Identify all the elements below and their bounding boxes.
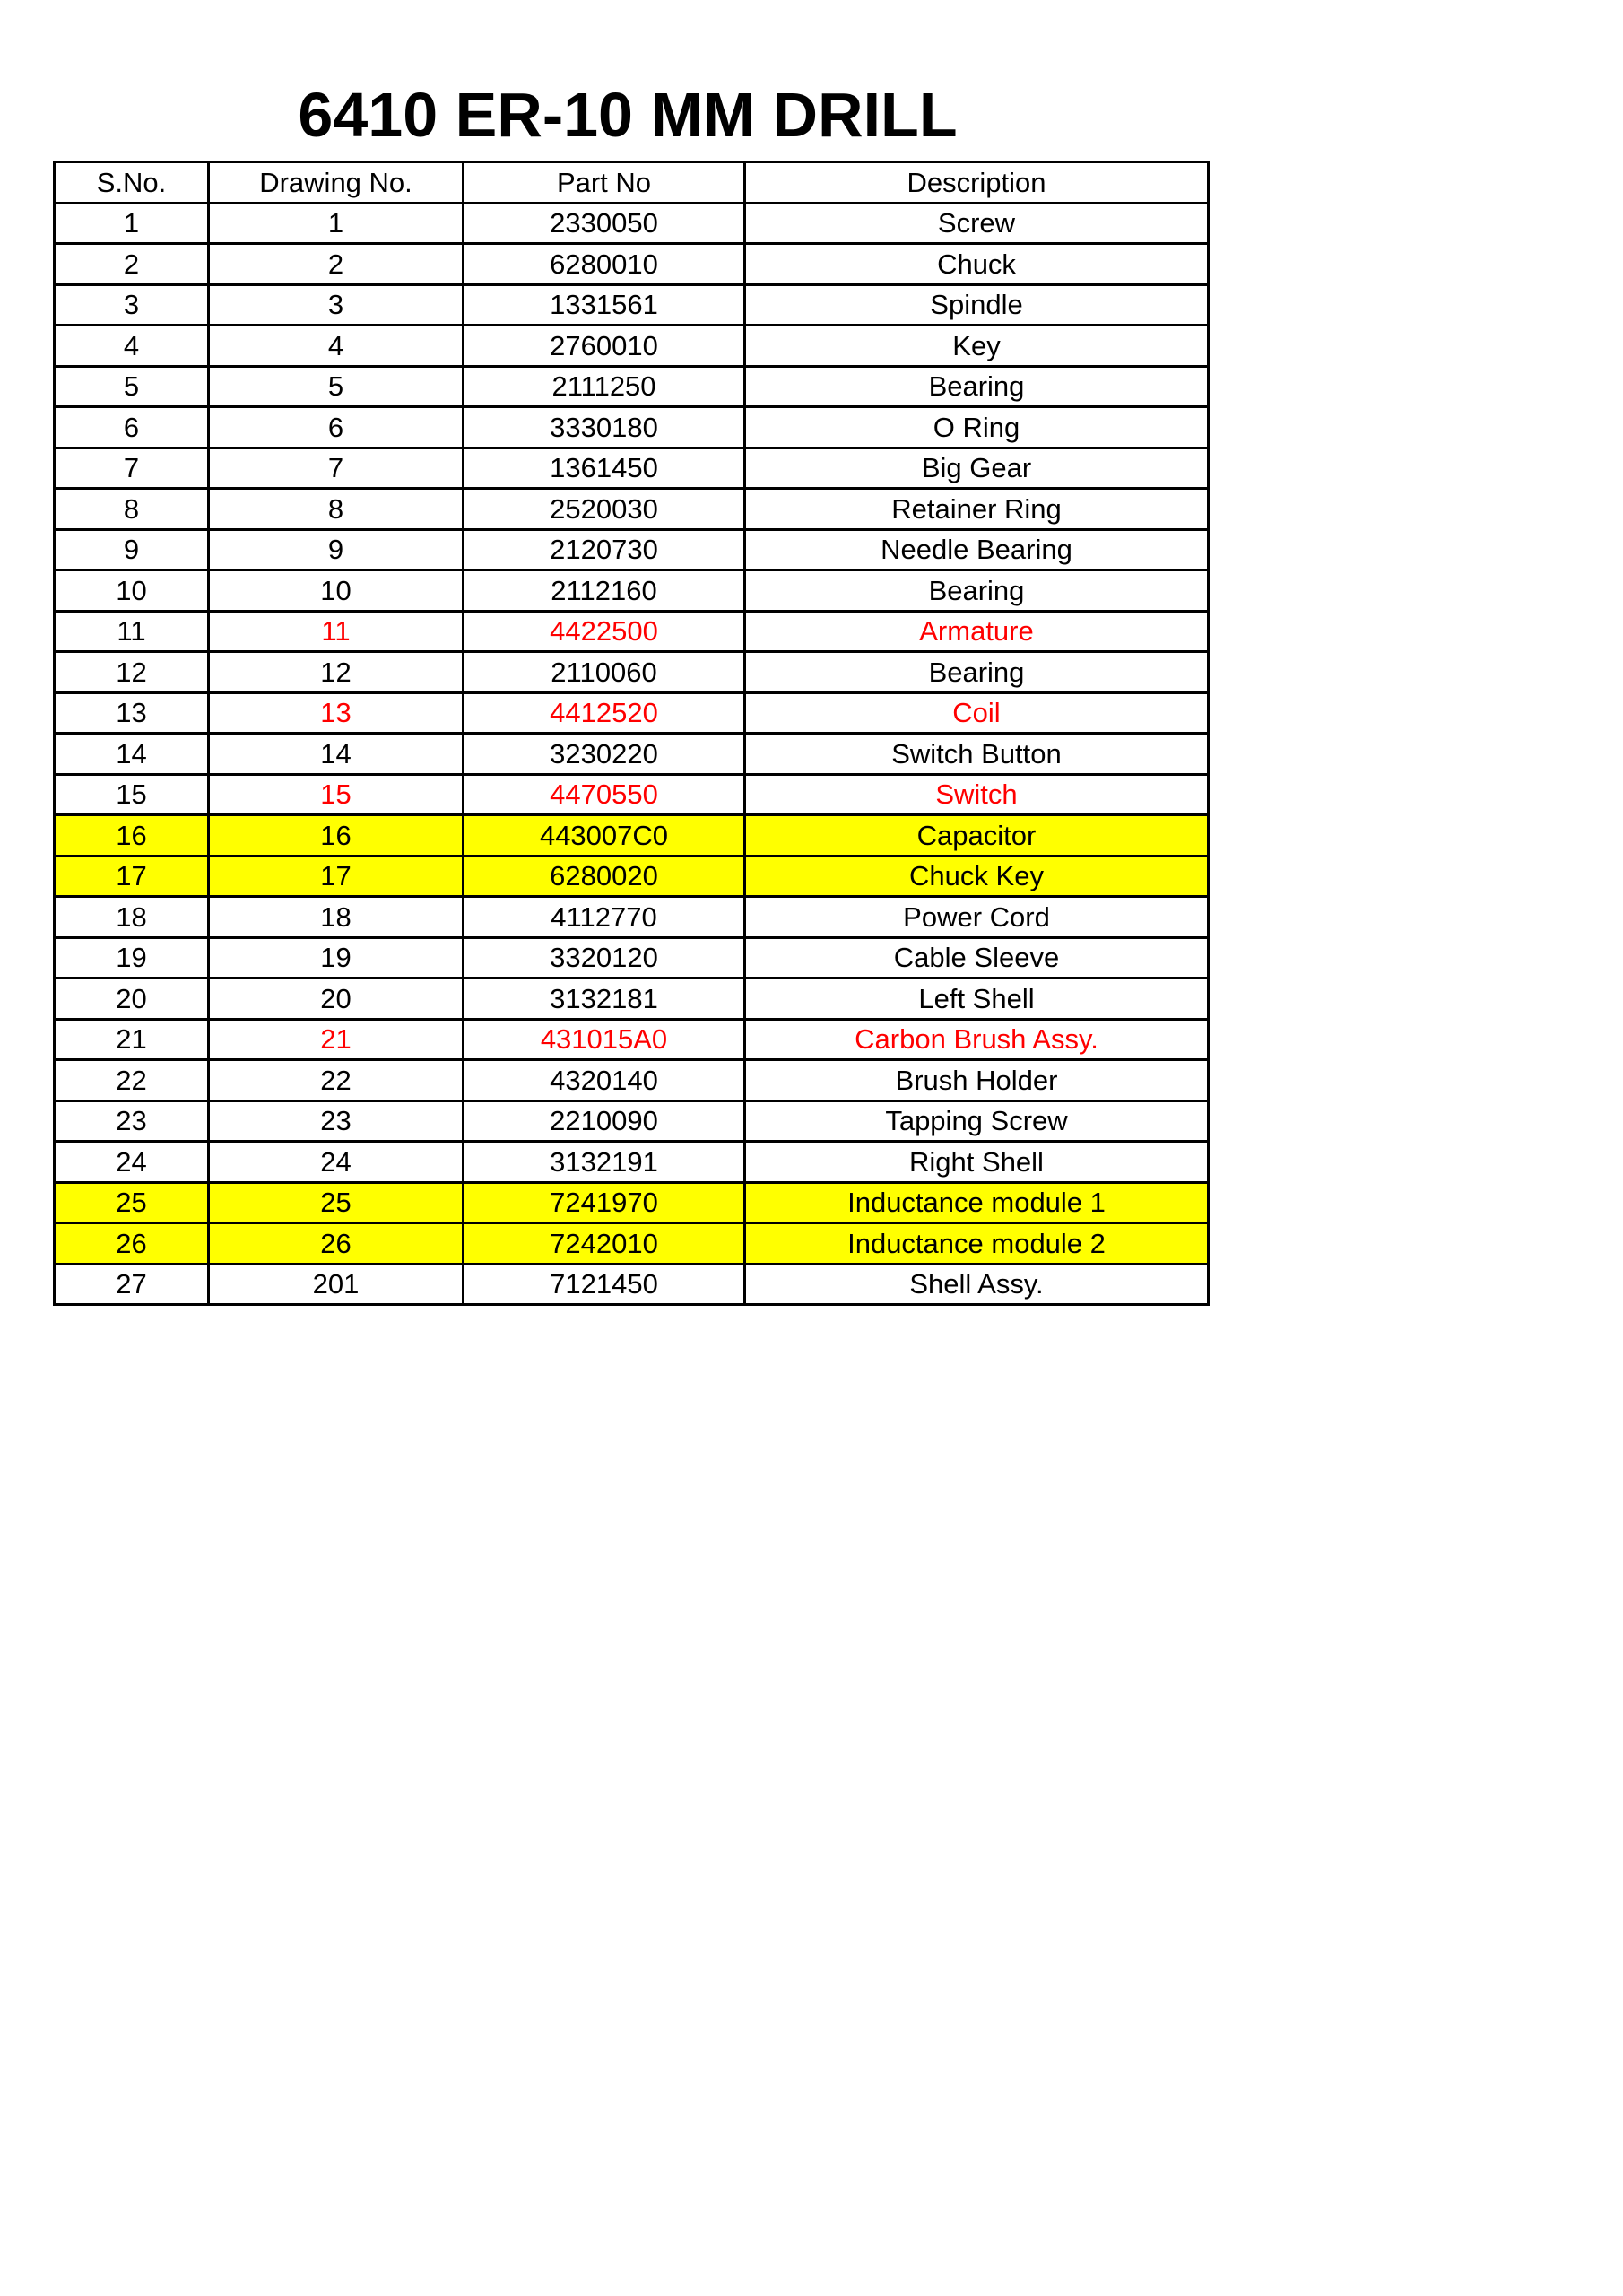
parts-list-table [53, 161, 1210, 1306]
cell-description: Switch Button [745, 734, 1209, 775]
cell-part-no: 2111250 [464, 366, 745, 407]
cell-sno: 21 [55, 1019, 209, 1060]
cell-description: Capacitor [745, 815, 1209, 857]
cell-part-no: 2330050 [464, 203, 745, 244]
table-row [55, 1019, 1209, 1060]
table-header-row [55, 162, 1209, 204]
table-row-highlighted [55, 815, 1209, 857]
cell-part-no: 7241970 [464, 1182, 745, 1223]
cell-part-no: 2520030 [464, 489, 745, 530]
cell-part-no: 6280010 [464, 244, 745, 285]
cell-part-no: 443007C0 [464, 815, 745, 857]
cell-drawing-no: 13 [209, 692, 464, 734]
cell-part-no: 2120730 [464, 529, 745, 570]
cell-description: Inductance module 2 [745, 1223, 1209, 1265]
cell-sno: 25 [55, 1182, 209, 1223]
cell-part-no: 3132181 [464, 978, 745, 1020]
cell-drawing-no: 21 [209, 1019, 464, 1060]
cell-drawing-no: 12 [209, 652, 464, 693]
table-row-highlighted [55, 856, 1209, 897]
table-row [55, 284, 1209, 326]
cell-sno: 2 [55, 244, 209, 285]
cell-description: Bearing [745, 570, 1209, 612]
cell-sno: 26 [55, 1223, 209, 1265]
table-row [55, 652, 1209, 693]
cell-description: Right Shell [745, 1142, 1209, 1183]
cell-part-no: 2110060 [464, 652, 745, 693]
cell-sno: 15 [55, 774, 209, 815]
cell-sno: 11 [55, 611, 209, 652]
table-row [55, 1060, 1209, 1101]
cell-drawing-no: 17 [209, 856, 464, 897]
cell-sno: 18 [55, 897, 209, 938]
cell-drawing-no: 5 [209, 366, 464, 407]
page-title: 6410 ER-10 MM DRILL [298, 80, 958, 150]
cell-description: Inductance module 1 [745, 1182, 1209, 1223]
cell-description: Big Gear [745, 448, 1209, 489]
cell-description: Screw [745, 203, 1209, 244]
cell-description: Retainer Ring [745, 489, 1209, 530]
cell-drawing-no: 14 [209, 734, 464, 775]
cell-sno: 24 [55, 1142, 209, 1183]
table-row [55, 203, 1209, 244]
header-sno: S.No. [55, 162, 209, 204]
cell-drawing-no: 11 [209, 611, 464, 652]
table-row [55, 448, 1209, 489]
table-row [55, 529, 1209, 570]
table-row [55, 774, 1209, 815]
header-part-no: Part No [464, 162, 745, 204]
cell-sno: 9 [55, 529, 209, 570]
cell-drawing-no: 3 [209, 284, 464, 326]
cell-drawing-no: 4 [209, 326, 464, 367]
cell-sno: 17 [55, 856, 209, 897]
cell-part-no: 4112770 [464, 897, 745, 938]
header-drawing-no: Drawing No. [209, 162, 464, 204]
cell-sno: 4 [55, 326, 209, 367]
cell-drawing-no: 19 [209, 937, 464, 978]
cell-part-no: 4470550 [464, 774, 745, 815]
cell-sno: 1 [55, 203, 209, 244]
cell-sno: 14 [55, 734, 209, 775]
cell-sno: 22 [55, 1060, 209, 1101]
cell-sno: 12 [55, 652, 209, 693]
cell-part-no: 3132191 [464, 1142, 745, 1183]
cell-drawing-no: 7 [209, 448, 464, 489]
cell-drawing-no: 16 [209, 815, 464, 857]
table-row [55, 326, 1209, 367]
cell-part-no: 2760010 [464, 326, 745, 367]
table-row [55, 1264, 1209, 1305]
cell-drawing-no: 23 [209, 1100, 464, 1142]
cell-sno: 13 [55, 692, 209, 734]
cell-description: Carbon Brush Assy. [745, 1019, 1209, 1060]
cell-drawing-no: 10 [209, 570, 464, 612]
cell-sno: 27 [55, 1264, 209, 1305]
cell-part-no: 1331561 [464, 284, 745, 326]
cell-drawing-no: 22 [209, 1060, 464, 1101]
table-row [55, 489, 1209, 530]
cell-part-no: 6280020 [464, 856, 745, 897]
cell-sno: 8 [55, 489, 209, 530]
cell-sno: 5 [55, 366, 209, 407]
cell-drawing-no: 8 [209, 489, 464, 530]
table-row [55, 1100, 1209, 1142]
cell-description: Brush Holder [745, 1060, 1209, 1101]
cell-description: Chuck [745, 244, 1209, 285]
table-row-highlighted [55, 1182, 1209, 1223]
cell-sno: 19 [55, 937, 209, 978]
cell-description: Cable Sleeve [745, 937, 1209, 978]
cell-sno: 10 [55, 570, 209, 612]
cell-description: Bearing [745, 652, 1209, 693]
table-row [55, 407, 1209, 448]
cell-description: O Ring [745, 407, 1209, 448]
cell-sno: 3 [55, 284, 209, 326]
cell-description: Key [745, 326, 1209, 367]
cell-drawing-no: 18 [209, 897, 464, 938]
table-row [55, 897, 1209, 938]
cell-drawing-no: 9 [209, 529, 464, 570]
table-row-highlighted [55, 1223, 1209, 1265]
cell-part-no: 2112160 [464, 570, 745, 612]
table-row [55, 734, 1209, 775]
cell-drawing-no: 2 [209, 244, 464, 285]
cell-part-no: 3230220 [464, 734, 745, 775]
table-row [55, 937, 1209, 978]
cell-sno: 20 [55, 978, 209, 1020]
cell-drawing-no: 201 [209, 1264, 464, 1305]
table-row [55, 570, 1209, 612]
cell-description: Armature [745, 611, 1209, 652]
cell-description: Left Shell [745, 978, 1209, 1020]
cell-description: Shell Assy. [745, 1264, 1209, 1305]
cell-description: Tapping Screw [745, 1100, 1209, 1142]
cell-part-no: 3320120 [464, 937, 745, 978]
table-row [55, 1142, 1209, 1183]
cell-part-no: 4422500 [464, 611, 745, 652]
cell-part-no: 7242010 [464, 1223, 745, 1265]
cell-part-no: 3330180 [464, 407, 745, 448]
cell-drawing-no: 25 [209, 1182, 464, 1223]
cell-drawing-no: 24 [209, 1142, 464, 1183]
cell-description: Chuck Key [745, 856, 1209, 897]
cell-sno: 7 [55, 448, 209, 489]
cell-description: Bearing [745, 366, 1209, 407]
cell-part-no: 2210090 [464, 1100, 745, 1142]
cell-drawing-no: 26 [209, 1223, 464, 1265]
cell-description: Needle Bearing [745, 529, 1209, 570]
cell-sno: 23 [55, 1100, 209, 1142]
cell-sno: 6 [55, 407, 209, 448]
table-row [55, 978, 1209, 1020]
cell-description: Switch [745, 774, 1209, 815]
cell-description: Power Cord [745, 897, 1209, 938]
cell-part-no: 7121450 [464, 1264, 745, 1305]
cell-part-no: 4320140 [464, 1060, 745, 1101]
cell-description: Spindle [745, 284, 1209, 326]
cell-drawing-no: 15 [209, 774, 464, 815]
cell-part-no: 1361450 [464, 448, 745, 489]
table-row [55, 244, 1209, 285]
table-row [55, 692, 1209, 734]
cell-part-no: 431015A0 [464, 1019, 745, 1060]
cell-sno: 16 [55, 815, 209, 857]
cell-description: Coil [745, 692, 1209, 734]
header-description: Description [745, 162, 1209, 204]
table-row [55, 366, 1209, 407]
cell-drawing-no: 6 [209, 407, 464, 448]
cell-part-no: 4412520 [464, 692, 745, 734]
cell-drawing-no: 1 [209, 203, 464, 244]
table-row [55, 611, 1209, 652]
cell-drawing-no: 20 [209, 978, 464, 1020]
